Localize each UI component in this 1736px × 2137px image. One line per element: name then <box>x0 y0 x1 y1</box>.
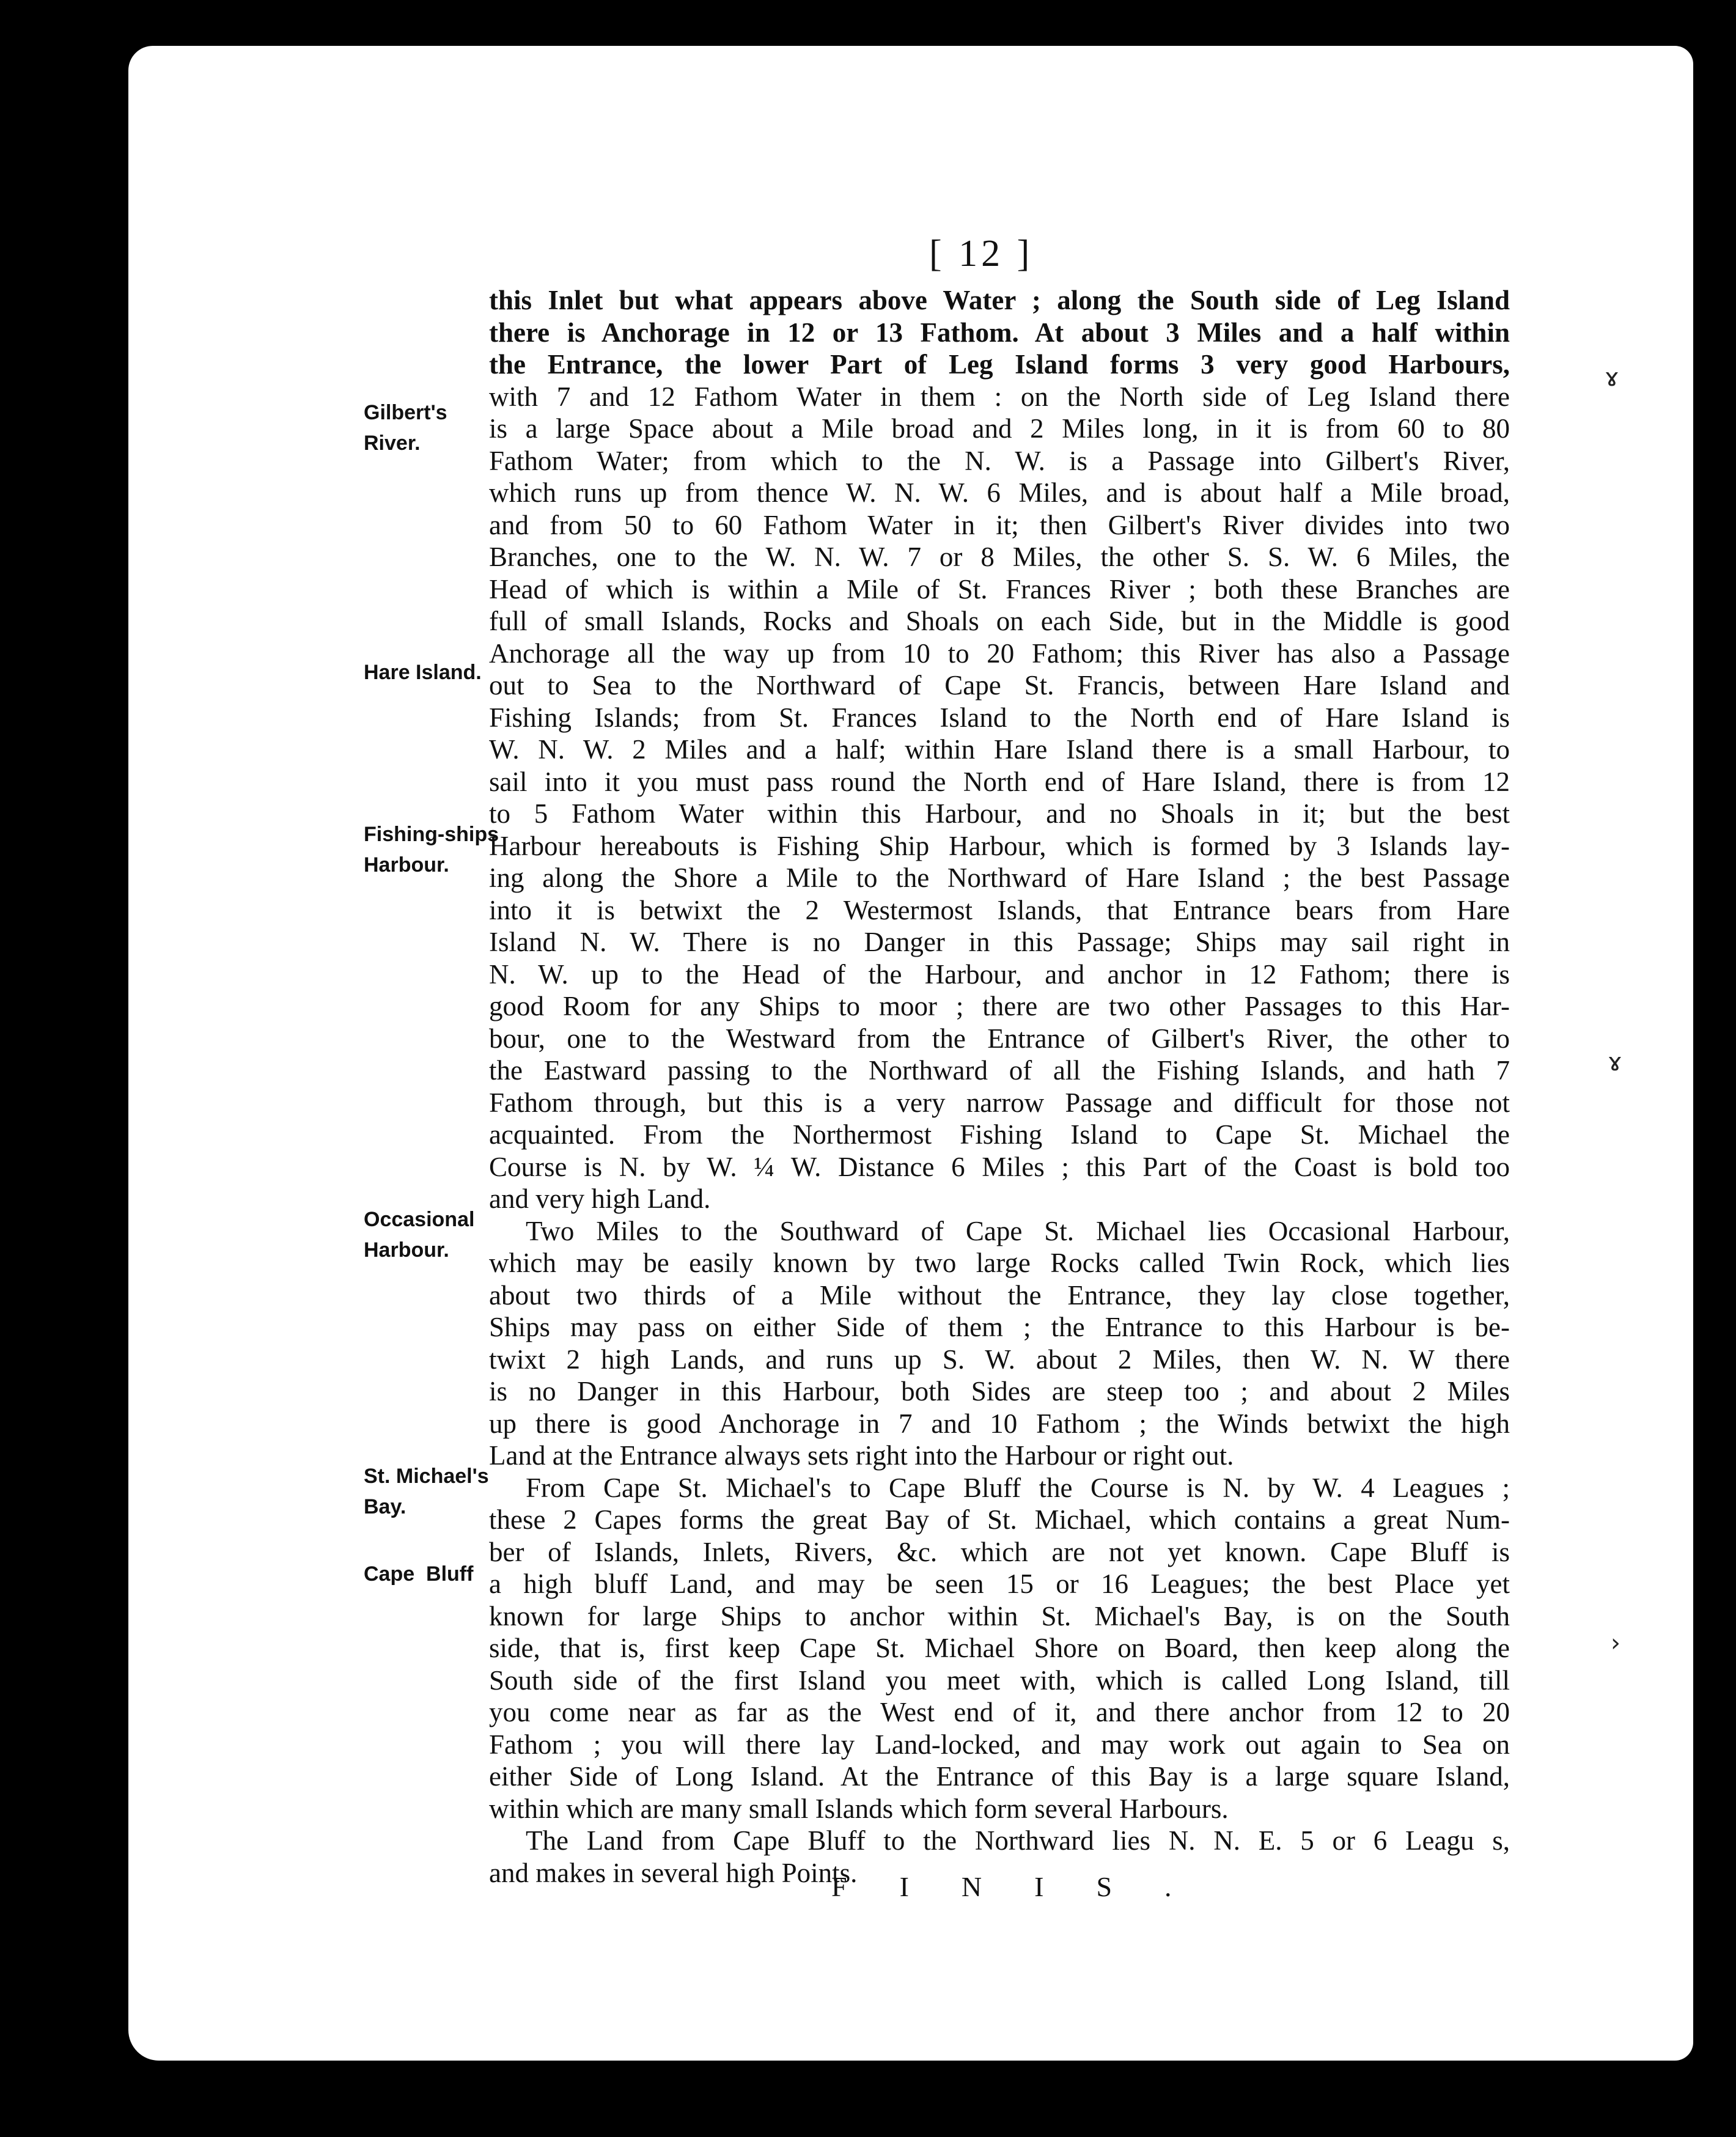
body-line: up there is good Anchorage in 7 and 10 Fathom ; the Winds betwixt the high <box>489 1408 1510 1439</box>
body-line: From Cape St. Michael's to Cape Bluff the Course is N. by W. 4 Leagues ; <box>526 1472 1510 1503</box>
margin-note-cape-bluff <box>364 1559 473 1589</box>
body-line: and from 50 to 60 Fathom Water in it; then Gilbert's River divides into two <box>489 509 1510 540</box>
body-line: Harbour hereabouts is Fishing Ship Harbour, which is formed by 3 Islands lay- <box>489 830 1510 861</box>
body-line: which may be easily known by two large Rocks called Twin Rock, which lies <box>489 1248 1510 1278</box>
page-sheet <box>128 46 1693 2061</box>
body-line: ing along the Shore a Mile to the Northward of Hare Island ; the best Passage <box>489 863 1510 893</box>
body-line: Fathom ; you will there lay Land-locked, and may work out again to Sea on <box>489 1729 1510 1760</box>
margin-note-text: Occasional Harbour. <box>364 1208 475 1262</box>
margin-mark: ɤ <box>1608 1048 1622 1076</box>
margin-note-text: Cape Bluff <box>364 1562 474 1586</box>
body-line: Fathom through, but this is a very narrow Passage and difficult for those not <box>489 1087 1510 1118</box>
body-line: you come near as far as the West end of it, and there anchor from 12 to 20 <box>489 1697 1510 1727</box>
body-line: these 2 Capes forms the great Bay of St. Michael, which contains a great Num- <box>489 1504 1510 1535</box>
body-line: full of small Islands, Rocks and Shoals on each Side, but in the Middle is good <box>489 606 1510 636</box>
body-line: N. W. up to the Head of the Harbour, and anchor in 12 Fathom; there is <box>489 958 1510 990</box>
body-line: The Land from Cape Bluff to the Northward lies N. N. E. 5 or 6 Leagu s, <box>526 1825 1510 1856</box>
margin-note-fishing-ships-harbour <box>364 819 499 880</box>
margin-note-text: Gilbert's River. <box>364 401 447 455</box>
finis-label: FINIS. <box>831 1871 1224 1902</box>
body-line: Anchorage all the way up from 10 to 20 Fathom; this River has also a Passage <box>489 638 1510 669</box>
body-line: Course is N. by W. ¼ W. Distance 6 Miles ; this Part of the Coast is bold too <box>489 1151 1510 1182</box>
body-line: acquainted. From the Northermost Fishing Island to Cape St. Michael the <box>489 1119 1510 1150</box>
body-line: good Room for any Ships to moor ; there are two other Passages to this Har- <box>489 991 1510 1021</box>
page-number: [ 12 ] <box>929 233 1034 274</box>
body-line: Branches, one to the W. N. W. 7 or 8 Miles, the other S. S. W. 6 Miles, the <box>489 542 1510 572</box>
margin-mark: › <box>1611 1629 1620 1657</box>
body-line: Island N. W. There is no Danger in this Passage; Ships may sail right in <box>489 927 1510 957</box>
body-line: to 5 Fathom Water within this Harbour, and no Shoals in it; but the best <box>489 798 1510 829</box>
body-line: bour, one to the Westward from the Entrance of Gilbert's River, the other to <box>489 1023 1510 1054</box>
margin-note-gilberts-river <box>364 397 447 458</box>
body-line: side, that is, first keep Cape St. Michael Shore on Board, then keep along the <box>489 1633 1510 1663</box>
body-line: ber of Islands, Inlets, Rivers, &c. which are not yet known. Cape Bluff is <box>489 1536 1510 1567</box>
margin-note-hare-island <box>364 657 482 688</box>
body-line: is a large Space about a Mile broad and 2 Miles long, in it is from 60 to 80 <box>489 413 1510 444</box>
body-line: within which are many small Islands which form several Harbours. <box>489 1793 1229 1824</box>
body-line: with 7 and 12 Fathom Water in them : on the North side of Leg Island there <box>489 381 1510 412</box>
body-line: Fishing Islands; from St. Frances Island to the North end of Hare Island is <box>489 702 1510 733</box>
body-line: Head of which is within a Mile of St. Frances River ; both these Branches are <box>489 573 1510 605</box>
body-line: and very high Land. <box>489 1183 711 1214</box>
body-line: twixt 2 high Lands, and runs up S. W. about 2 Miles, then W. N. W there <box>489 1344 1510 1375</box>
body-line: out to Sea to the Northward of Cape St. Francis, between Hare Island and <box>489 670 1510 701</box>
body-line: Two Miles to the Southward of Cape St. Michael lies Occasional Harbour, <box>526 1215 1510 1246</box>
body-line: W. N. W. 2 Miles and a half; within Hare Island there is a small Harbour, to <box>489 734 1510 765</box>
margin-note-text: Hare Island. <box>364 661 482 684</box>
body-line: about two thirds of a Mile without the Entrance, they lay close together, <box>489 1279 1510 1311</box>
body-line: known for large Ships to anchor within St. Michael's Bay, is on the South <box>489 1600 1510 1631</box>
body-line: South side of the first Island you meet with, which is called Long Island, till <box>489 1664 1510 1696</box>
body-line: sail into it you must pass round the North end of Hare Island, there is from 12 <box>489 766 1510 797</box>
body-line: and makes in several high Points. <box>489 1857 858 1888</box>
body-line: a high bluff Land, and may be seen 15 or 16 Leagues; the best Place yet <box>489 1569 1510 1599</box>
body-line: there is Anchorage in 12 or 13 Fathom. At about 3 Miles and a half within <box>489 317 1510 348</box>
body-line: the Eastward passing to the Northward of all the Fishing Islands, and hath 7 <box>489 1055 1510 1086</box>
margin-note-occasional-harbour <box>364 1204 474 1265</box>
body-line: Land at the Entrance always sets right into the Harbour or right out. <box>489 1440 1234 1471</box>
body-line: into it is betwixt the 2 Westermost Islands, that Entrance bears from Hare <box>489 894 1510 925</box>
body-line: which runs up from thence W. N. W. 6 Miles, and is about half a Mile broad, <box>489 477 1510 508</box>
body-line: Fathom Water; from which to the N. W. is a Passage into Gilbert's River, <box>489 445 1510 476</box>
body-line: Ships may pass on either Side of them ; the Entrance to this Harbour is be- <box>489 1312 1510 1342</box>
margin-note-st-michaels-bay <box>364 1461 489 1522</box>
body-line: either Side of Long Island. At the Entrance of this Bay is a large square Island, <box>489 1761 1510 1792</box>
margin-note-text: St. Michael's Bay. <box>364 1465 489 1518</box>
body-line: the Entrance, the lower Part of Leg Island forms 3 very good Harbours, <box>489 349 1510 380</box>
body-line: is no Danger in this Harbour, both Sides are steep too ; and about 2 Miles <box>489 1376 1510 1407</box>
margin-mark: ɤ <box>1605 364 1619 392</box>
body-text <box>489 284 1510 1889</box>
body-line: this Inlet but what appears above Water ; along the South side of Leg Island <box>489 285 1510 315</box>
margin-note-text: Fishing-ships Harbour. <box>364 823 499 877</box>
